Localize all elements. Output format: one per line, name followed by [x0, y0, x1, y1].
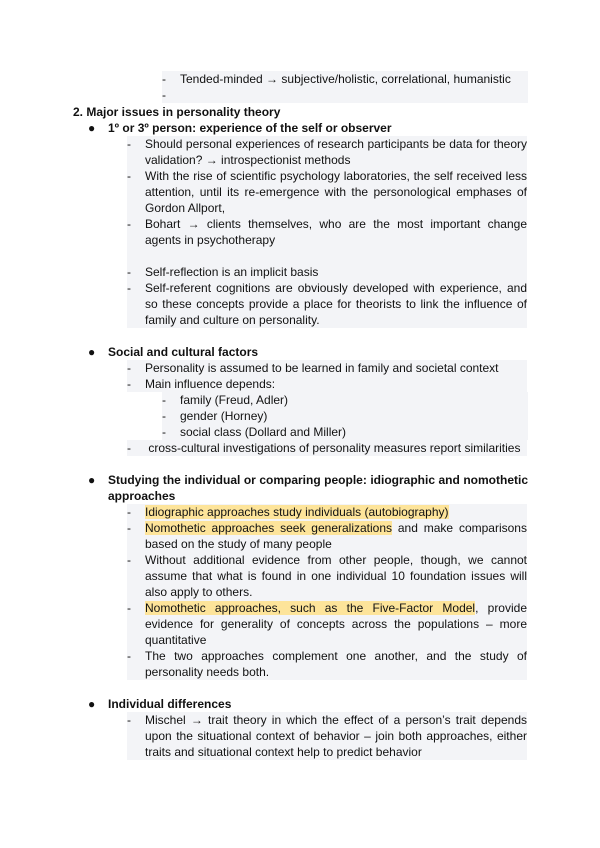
list-item-text: Main influence depends:: [145, 377, 276, 391]
list-item: [127, 280, 527, 328]
list-item-text: Bohart → clients themselves, who are the most important change agents in psychotherapy: [145, 217, 527, 247]
bullet-marker: ●: [88, 345, 96, 359]
dash-marker: -: [127, 281, 131, 295]
bullet-heading-text: Social and cultural factors: [108, 345, 259, 359]
list-item: [127, 648, 527, 680]
sub-list-item: [162, 424, 528, 440]
dash-marker: -: [127, 361, 131, 375]
dash-marker: -: [127, 601, 131, 615]
list-item-text: With the rise of scientific psychology laboratories, the self received less attention, until its re-emergence with the personological emphases of Gordon Allport,: [145, 169, 527, 215]
dash-marker: -: [127, 441, 131, 455]
dash-marker: -: [127, 505, 131, 519]
bullet-heading-person: [88, 120, 528, 136]
dash-marker: -: [127, 217, 131, 231]
list-item: [127, 712, 527, 760]
list-item: [127, 264, 527, 280]
dash-marker: -: [162, 425, 166, 439]
list-item-text: gender (Horney): [180, 409, 268, 423]
bullet-heading-social: [88, 344, 528, 360]
sub-list-item: [162, 392, 528, 408]
bullet-heading-individual: [88, 696, 528, 712]
dash-marker: -: [127, 713, 131, 727]
dash-marker: -: [127, 169, 131, 183]
list-item-text: Without additional evidence from other people, though, we cannot assume that what is found in one individual 10 foundation issues will also apply to others.: [145, 553, 527, 599]
list-item: [127, 216, 527, 264]
list-item: [127, 376, 527, 392]
highlighted-text: Nomothetic approaches, such as the Five-Factor Model: [145, 601, 476, 615]
list-item: [127, 504, 527, 520]
bullet-marker: ●: [88, 473, 96, 487]
list-item-text: Tended-minded → subjective/holistic, correlational, humanistic: [180, 72, 511, 86]
dash-marker: -: [127, 265, 131, 279]
list-item-text: Personality is assumed to be learned in family and societal context: [145, 361, 499, 375]
bullet-marker: ●: [88, 121, 96, 135]
dash-marker: -: [127, 553, 131, 567]
list-item-text: Should personal experiences of research participants be data for theory validation? → introspectionist methods: [145, 137, 527, 167]
dash-marker: -: [127, 649, 131, 663]
list-item: [127, 440, 527, 456]
bullet-heading-text: 1º or 3º person: experience of the self or observer: [108, 121, 392, 135]
bullet-marker: ●: [88, 697, 96, 711]
list-item-text: , provide evidence for generality of concepts across the populations – more quantitative: [145, 601, 527, 647]
list-item-text: Self-reflection is an implicit basis: [145, 265, 319, 279]
dash-marker: -: [162, 88, 166, 102]
dash-marker: -: [127, 137, 131, 151]
bullet-heading-text: Individual differences: [108, 697, 232, 711]
highlighted-text: Nomothetic approaches seek generalizations: [145, 521, 393, 535]
sub-list-item: [162, 408, 528, 424]
list-item: [127, 168, 527, 216]
list-item-text: Mischel → trait theory in which the effect of a person’s trait depends upon the situational context of behavior – join both approaches, either traits and situational context help to predict behavior: [145, 713, 527, 759]
dash-marker: -: [162, 72, 166, 86]
list-item-text: cross-cultural investigations of personality measures report similarities: [145, 441, 521, 455]
list-item-text: The two approaches complement one another, and the study of personality needs both.: [145, 649, 527, 679]
list-item-empty: [162, 87, 528, 103]
dash-marker: -: [127, 377, 131, 391]
list-item-text: and make comparisons based on the study of many people: [145, 521, 527, 551]
bullet-heading-text: Studying the individual or comparing people: idiographic and nomothetic approaches: [108, 473, 528, 503]
section-heading: 2. Major issues in personality theory: [73, 105, 281, 119]
list-item-text: social class (Dollard and Miller): [180, 425, 347, 439]
dash-marker: -: [162, 393, 166, 407]
list-item: [127, 360, 527, 376]
list-item: [162, 71, 528, 87]
list-item: [127, 520, 527, 552]
highlighted-text: Idiographic approaches study individuals (autobiography): [145, 505, 449, 519]
list-item: [127, 136, 527, 168]
dash-marker: -: [127, 521, 131, 535]
list-item: [127, 552, 527, 600]
list-item-text: family (Freud, Adler): [180, 393, 289, 407]
list-item-text: Self-referent cognitions are obviously developed with experience, and so these concepts provide a place for theorists to link the influence of family and culture on personality.: [145, 281, 527, 327]
list-item: [127, 600, 527, 648]
bullet-heading-idiographic: [88, 472, 528, 504]
dash-marker: -: [162, 409, 166, 423]
